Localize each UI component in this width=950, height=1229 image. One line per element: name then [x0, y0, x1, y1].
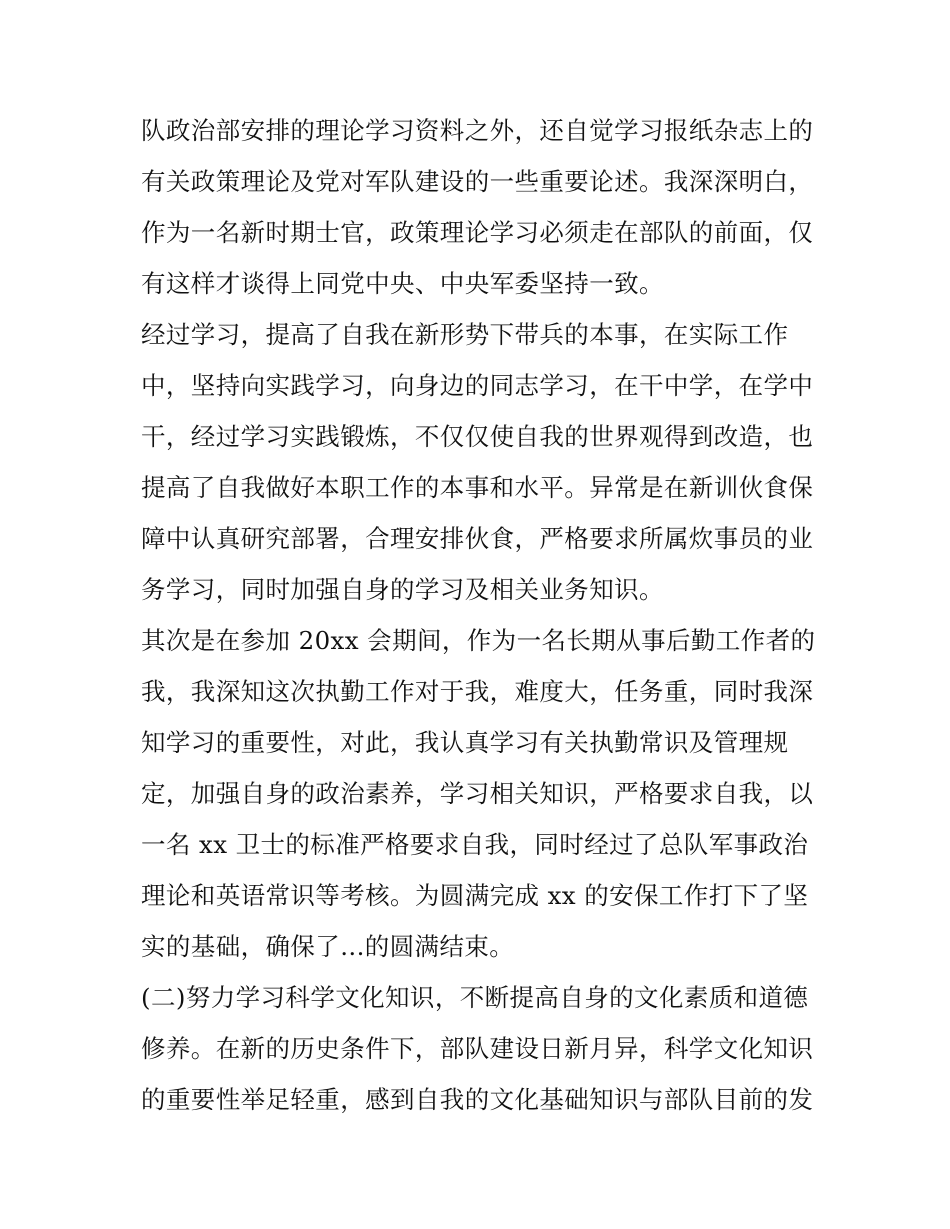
text-line: 知学习的重要性，对此，我认真学习有关执勤常识及管理规 [141, 728, 789, 757]
text-line: 定，加强自身的政治素养，学习相关知识，严格要求自我，以 [141, 779, 814, 808]
text-line: 有关政策理论及党对军队建设的一些重要论述。我深深明白， [141, 167, 814, 196]
text-line: 提高了自我做好本职工作的本事和水平。异常是在新训伙食保 [141, 473, 814, 502]
text-line: 其次是在参加 20xx 会期间，作为一名长期从事后勤工作者的 [141, 626, 816, 655]
text-line: 实的基础，确保了...的圆满结束。 [141, 932, 515, 961]
text-line: 障中认真研究部署，合理安排伙食，严格要求所属炊事员的业 [141, 524, 814, 553]
text-line: 我，我深知这次执勤工作对于我，难度大，任务重，同时我深 [141, 677, 814, 706]
text-line: 理论和英语常识等考核。为圆满完成 xx 的安保工作打下了坚 [141, 881, 809, 910]
text-line: 干，经过学习实践锻炼，不仅仅使自我的世界观得到改造，也 [141, 422, 814, 451]
text-line: 作为一名新时期士官，政策理论学习必须走在部队的前面，仅 [141, 218, 814, 247]
text-line: 经过学习，提高了自我在新形势下带兵的本事，在实际工作 [141, 320, 789, 349]
text-line: 队政治部安排的理论学习资料之外，还自觉学习报纸杂志上的 [141, 116, 814, 145]
body-text [141, 105, 817, 1125]
text-line: 务学习，同时加强自身的学习及相关业务知识。 [141, 575, 664, 604]
text-line: 一名 xx 卫士的标准严格要求自我，同时经过了总队军事政治 [141, 830, 809, 859]
text-line: (二)努力学习科学文化知识，不断提高自身的文化素质和道德 [141, 983, 809, 1012]
text-line: 的重要性举足轻重，感到自我的文化基础知识与部队目前的发 [141, 1085, 814, 1114]
text-line: 有这样才谈得上同党中央、中央军委坚持一致。 [141, 269, 664, 298]
text-line: 中，坚持向实践学习，向身边的同志学习，在干中学，在学中 [141, 371, 814, 400]
text-line: 修养。在新的历史条件下，部队建设日新月异，科学文化知识 [141, 1034, 814, 1063]
